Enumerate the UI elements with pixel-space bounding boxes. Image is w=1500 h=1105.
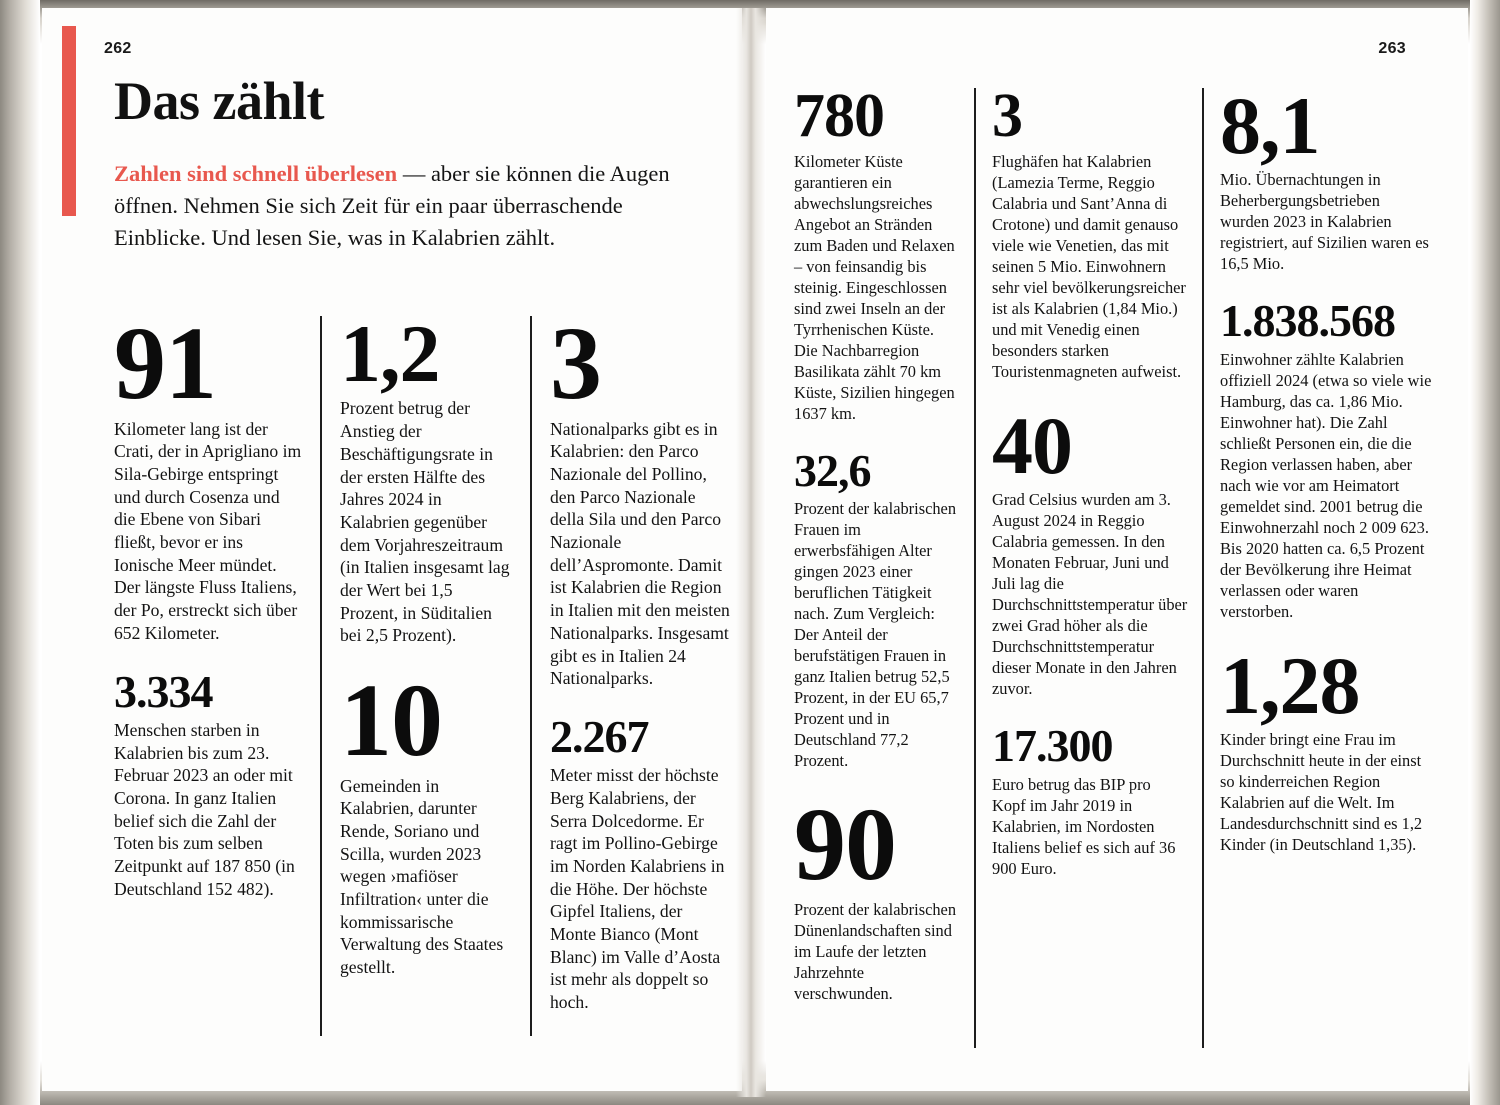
stat-item <box>340 663 514 979</box>
stat-text: Menschen starben in Kalabrien bis zum 23. Februar 2023 an oder mit Corona. In ganz Italien belief sich die Zahl der Toten bis zum selben Zeitpunkt auf 187 850 (in Deutschland 152 482). <box>114 719 295 899</box>
intro-rest: — aber sie können die Augen öffnen. Nehmen Sie sich Zeit für ein paar überraschende Einblicke. Und lesen Sie, was in Kalabrien zählt. <box>114 161 670 250</box>
folio-right: 263 <box>1378 40 1406 57</box>
stat-column <box>786 82 974 1048</box>
stat-item <box>1220 80 1432 274</box>
stat-number: 1,2 <box>340 308 440 399</box>
left-page <box>42 8 742 1091</box>
stat-text: Prozent der kalabrischen Dünenlandschaften sind im Laufe der letzten Jahrzehnte verschwunden. <box>794 900 957 1004</box>
stat-text: Kilometer lang ist der Crati, der in Aprigliano im Sila-Gebirge entspringt und durch Cosenza und die Ebene von Sibari fließt, bevor er ins Ionische Meer mündet. Der längste Fluss Italiens, der Po, erstreckt sich über 652 Kilometer. <box>114 418 302 643</box>
intro-lead: Zahlen sind schnell überlesen <box>114 161 398 186</box>
stat-item <box>114 665 304 901</box>
stat-column <box>106 306 320 1036</box>
page-title: Das zählt <box>114 71 324 131</box>
book-gutter <box>736 8 766 1097</box>
stat-number: 32,6 <box>794 445 871 497</box>
stat-item <box>1220 295 1432 621</box>
intro-paragraph <box>114 158 714 254</box>
stat-item <box>794 82 960 424</box>
stat-item <box>114 306 304 645</box>
stat-number: 8,1 <box>1220 80 1320 171</box>
stat-item <box>992 720 1188 878</box>
right-page <box>766 8 1468 1091</box>
stat-number: 10 <box>340 663 442 778</box>
stat-column <box>530 306 746 1036</box>
stat-item <box>340 308 514 647</box>
stat-number: 90 <box>794 787 896 903</box>
stat-text: Einwohner zählte Kalabrien offiziell 2024 (etwa so viele wie Hamburg, das ca. 1,86 Mio. Einwohner hat). Die Zahl schließt Personen ein, die die Region verlassen haben, aber nach wie vor am Heimatort gemeldet sind. 2001 betrug die Einwohnerzahl noch 2 009 623. Bis 2020 hatten ca. 6,5 Prozent der Bevölkerung ihre Heimat verlassen oder waren verstorben. <box>1220 349 1432 621</box>
stat-text: Flughäfen hat Kalabrien (Lamezia Terme, Reggio Calabria und Sant’Anna di Crotone) und damit genauso viele wie Venetien, das mit seinen 5 Mio. Einwohnern sehr viel bevölkerungsreicher ist als Kalabrien (1,84 Mio.) und mit Venedig einen besonders starken Touristenmagneten aufweist. <box>992 152 1186 382</box>
stat-text: Grad Celsius wurden am 3. August 2024 in Reggio Calabria gemessen. In den Monaten Februar, Juni und Juli lag die Durchschnittstemperatur über zwei Grad höher als die Durchschnittstemperatur dieser Monate in den Jahren zuvor. <box>992 490 1188 699</box>
stat-text: Gemeinden in Kalabrien, darunter Rende, Soriano und Scilla, wurden 2023 wegen ›mafiöser Infiltration‹ unter die kommissarische Verwaltung des Staates gestellt. <box>340 775 504 978</box>
stat-text: Mio. Übernachtungen in Beherbergungsbetrieben wurden 2023 in Kalabrien registriert, auf Sizilien waren es 16,5 Mio. <box>1220 170 1429 274</box>
stat-text: Nationalparks gibt es in Kalabrien: den Parco Nazionale del Pollino, den Parco Nazionale della Sila und den Parco Nazionale dell’Aspromonte. Damit ist Kalabrien die Region in Italien mit den meisten Nationalparks. Insgesamt gibt es in Italien 24 Nationalparks. <box>550 418 730 689</box>
accent-bar <box>62 26 76 216</box>
stat-column <box>1202 80 1446 1048</box>
stat-text: Prozent der kalabrischen Frauen im erwerbsfähigen Alter gingen 2023 einer beruflichen Tätigkeit nach. Zum Vergleich: Der Anteil der berufstätigen Frauen in ganz Italien betrug 52,5 Prozent, in der EU 65,7 Prozent und in Deutschland 77,2 Prozent. <box>794 499 957 771</box>
stat-column <box>974 82 1202 1048</box>
left-page-columns <box>106 306 746 1036</box>
stat-number: 3 <box>550 306 601 421</box>
stat-item <box>794 787 960 1004</box>
stat-number: 17.300 <box>992 720 1113 772</box>
stat-text: Prozent betrug der Anstieg der Beschäftigungsrate in der ersten Hälfte des Jahres 2024 in Kalabrien gegenüber dem Vorjahreszeitraum (in Italien insgesamt lag der Wert bei 1,5 Prozent, in Süditalien bei 2,5 Prozent). <box>340 398 510 646</box>
stat-column <box>320 308 530 1036</box>
stat-item <box>794 445 960 771</box>
stat-number: 780 <box>794 82 884 150</box>
stat-number: 40 <box>992 400 1072 492</box>
stat-number: 3 <box>992 82 1022 150</box>
stat-text: Euro betrug das BIP pro Kopf im Jahr 2019 in Kalabrien, im Nordosten Italiens belief es sich auf 36 900 Euro. <box>992 774 1176 878</box>
stat-number: 3.334 <box>114 665 213 717</box>
stat-number: 1,28 <box>1220 639 1360 731</box>
right-page-edge <box>1470 0 1500 1105</box>
left-page-edge <box>0 0 40 1105</box>
stat-number: 1.838.568 <box>1220 295 1395 347</box>
stat-item <box>1220 639 1432 855</box>
stat-item <box>992 82 1188 382</box>
right-page-columns <box>786 80 1446 1048</box>
stat-item <box>550 710 730 1014</box>
stat-number: 2.267 <box>550 710 649 762</box>
folio-left: 262 <box>104 40 132 57</box>
stat-text: Kilometer Küste garantieren ein abwechslungsreiches Angebot an Stränden zum Baden und Relaxen – von feinsandig bis steinig. Eingeschlossen sind zwei Inseln an der Tyrrhenischen Küste. Die Nachbarregion Basilikata zählt 70 km Küste, Sizilien hingegen 1637 km. <box>794 152 955 424</box>
stat-text: Meter misst der höchste Berg Kalabriens, der Serra Dolcedorme. Er ragt im Pollino-Gebirge im Norden Kalabriens in die Höhe. Der höchste Gipfel Italiens, der Monte Bianco (Mont Blanc) im Valle d’Aosta ist mehr als doppelt so hoch. <box>550 765 725 1013</box>
stat-number: 91 <box>114 306 216 421</box>
stat-text: Kinder bringt eine Frau im Durchschnitt heute in der einst so kinderreichen Region Kalabrien auf die Welt. Im Landesdurchschnitt sind es 1,2 Kinder (in Deutschland 1,35). <box>1220 730 1423 855</box>
stat-item <box>992 400 1188 699</box>
stat-item <box>550 306 730 690</box>
